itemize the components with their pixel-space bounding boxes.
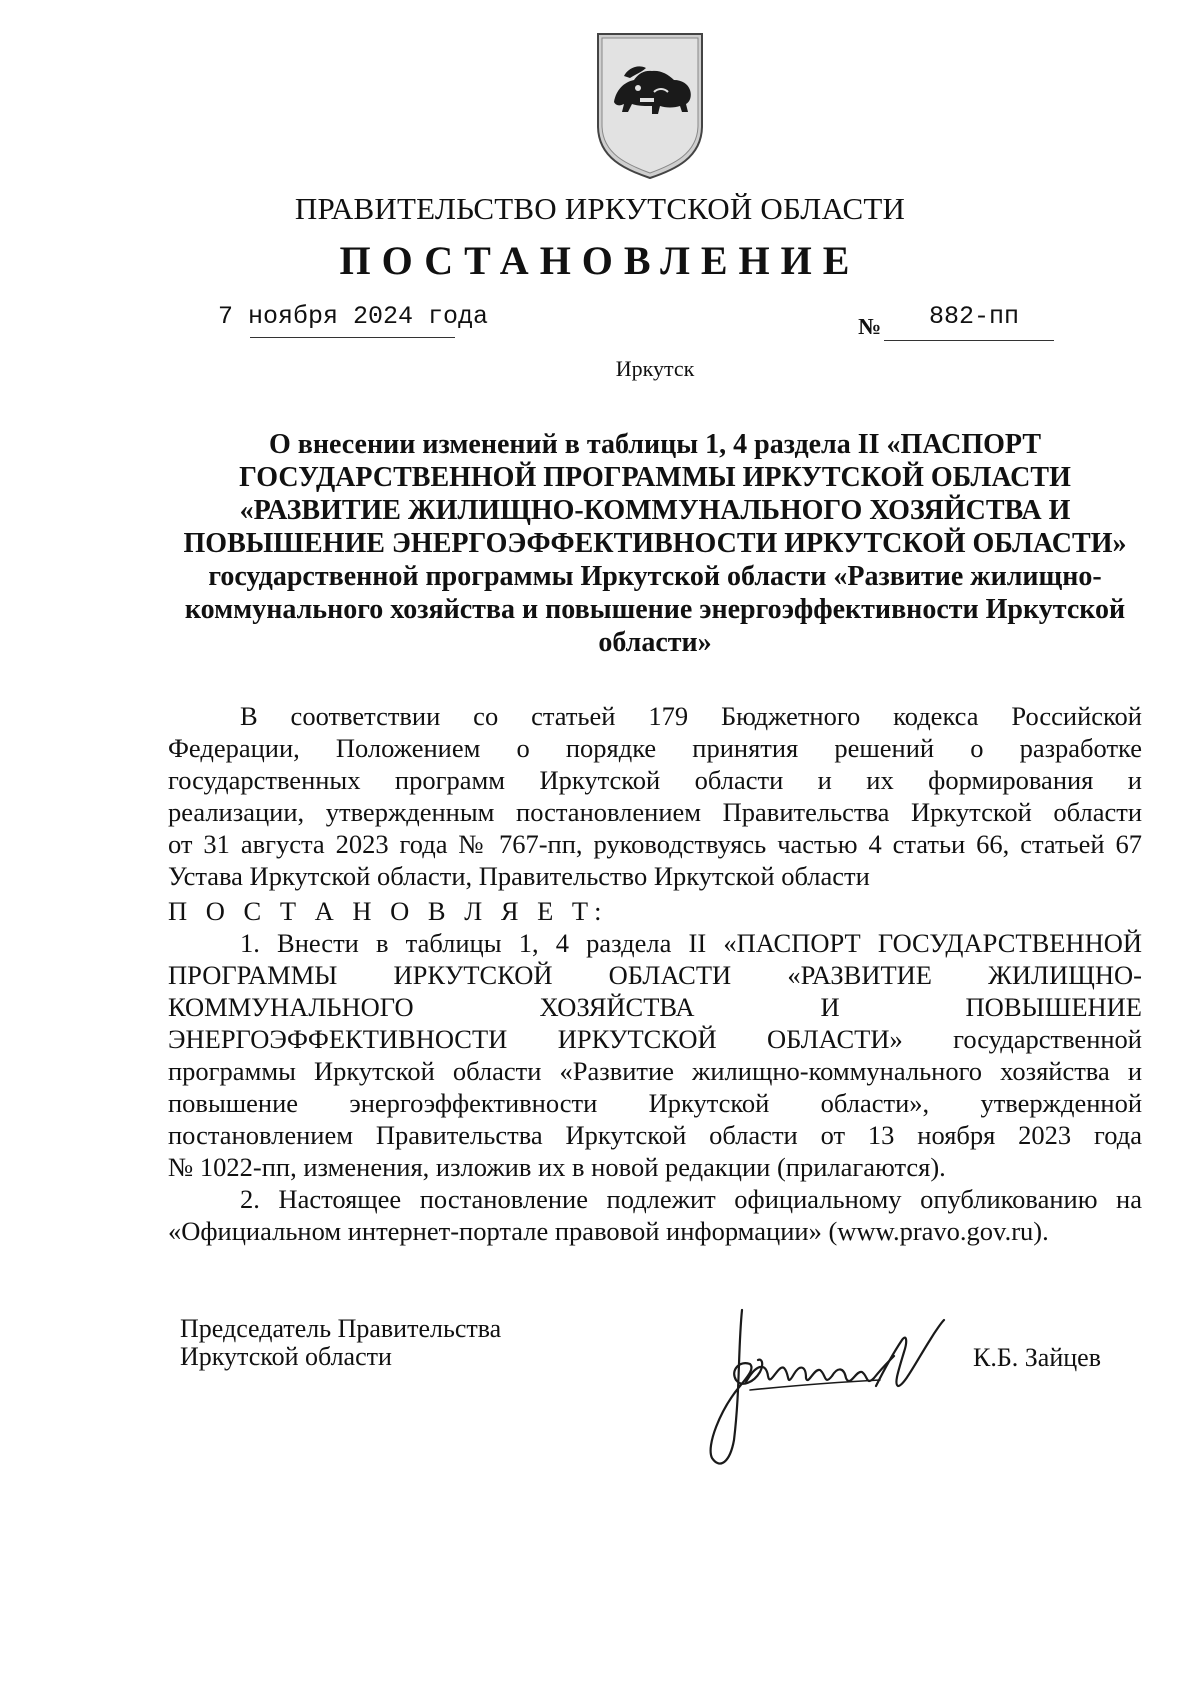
signatory-position-line: Иркутской области <box>180 1342 392 1371</box>
item-1-line: повышение энергоэффективности Иркутской области», утвержденной <box>168 1088 1142 1118</box>
document-number: 882-пп <box>929 302 1020 331</box>
coat-of-arms-emblem <box>594 30 706 182</box>
preamble-line: Федерации, Положением о порядке принятия решений о разработке <box>168 733 1142 763</box>
document-date: 7 ноября 2024 года <box>218 302 489 331</box>
title-line: «РАЗВИТИЕ ЖИЛИЩНО-КОММУНАЛЬНОГО ХОЗЯЙСТВА И <box>239 495 1071 526</box>
item-1-line: КОММУНАЛЬНОГО ХОЗЯЙСТВА И ПОВЫШЕНИЕ <box>168 992 1142 1022</box>
preamble-line: государственных программ Иркутской области и их формирования и <box>168 765 1142 795</box>
title-line: области» <box>598 627 712 658</box>
item-1-line: постановлением Правительства Иркутской области от 13 ноября 2023 года <box>168 1120 1142 1150</box>
preamble-line: от 31 августа 2023 года № 767-пп, руководствуясь частью 4 статьи 66, статьей 67 <box>168 829 1142 859</box>
document-title <box>150 428 1160 659</box>
title-line: коммунального хозяйства и повышение энергоэффективности Иркутской <box>184 594 1126 625</box>
number-underline <box>884 340 1054 341</box>
item-1-line: ЭНЕРГОЭФФЕКТИВНОСТИ ИРКУТСКОЙ ОБЛАСТИ» государственной <box>168 1024 1142 1054</box>
item-1-line: 1. Внести в таблицы 1, 4 раздела II «ПАСПОРТ ГОСУДАРСТВЕННОЙ <box>240 928 1142 958</box>
city-name: Иркутск <box>615 356 695 381</box>
preamble-line: Устава Иркутской области, Правительство Иркутской области <box>168 861 870 891</box>
document-type-heading: ПОСТАНОВЛЕНИЕ <box>339 238 861 283</box>
signatory-position <box>180 1315 501 1371</box>
title-line: ГОСУДАРСТВЕННОЙ ПРОГРАММЫ ИРКУТСКОЙ ОБЛАСТИ <box>239 462 1071 493</box>
item-1-paragraph <box>168 927 1142 1183</box>
signatory-name: К.Б. Зайцев <box>973 1343 1101 1372</box>
item-1-line: программы Иркутской области «Развитие жилищно-коммунального хозяйства и <box>168 1056 1142 1086</box>
item-2-line: 2. Настоящее постановление подлежит официальному опубликованию на <box>240 1184 1142 1214</box>
item-1-line: ПРОГРАММЫ ИРКУТСКОЙ ОБЛАСТИ «РАЗВИТИЕ ЖИЛИЩНО- <box>168 960 1142 990</box>
signatory-position-line: Председатель Правительства <box>180 1314 502 1343</box>
title-line: О внесении изменений в таблицы 1, 4 раздела II «ПАСПОРТ <box>268 429 1042 460</box>
decree-word: П О С Т А Н О В Л Я Е Т: <box>168 896 608 926</box>
date-underline <box>250 337 455 338</box>
handwritten-signature <box>680 1290 965 1475</box>
title-line: государственной программы Иркутской области «Развитие жилищно- <box>208 561 1102 592</box>
item-2-line: «Официальном интернет-портале правовой информации» (www.pravo.gov.ru). <box>168 1216 1049 1246</box>
preamble-line: реализации, утвержденным постановлением Правительства Иркутской области <box>168 797 1142 827</box>
preamble-paragraph <box>168 700 1142 892</box>
preamble-line: В соответствии со статьей 179 Бюджетного кодекса Российской <box>240 701 1142 731</box>
authority-name: ПРАВИТЕЛЬСТВО ИРКУТСКОЙ ОБЛАСТИ <box>294 191 906 226</box>
title-line: ПОВЫШЕНИЕ ЭНЕРГОЭФФЕКТИВНОСТИ ИРКУТСКОЙ ОБЛАСТИ» <box>183 528 1127 559</box>
number-sign: № <box>858 314 882 339</box>
item-1-line: № 1022-пп, изменения, изложив их в новой редакции (прилагаются). <box>168 1152 946 1182</box>
item-2-paragraph <box>168 1183 1142 1247</box>
